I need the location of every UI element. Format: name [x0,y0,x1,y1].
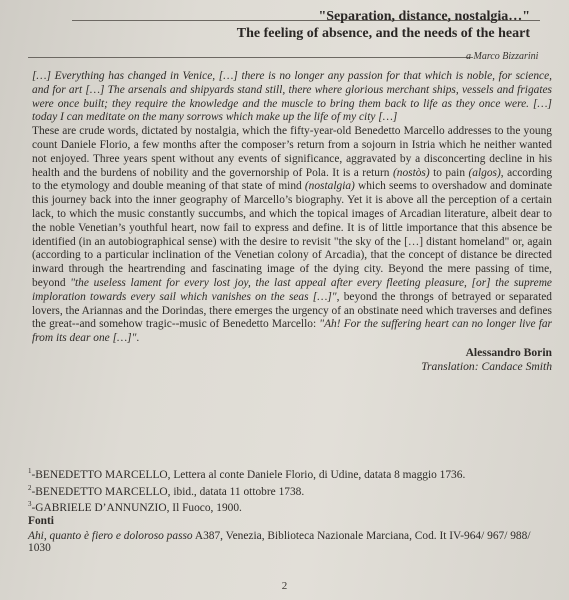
translation-credit: Translation: Candace Smith [421,359,552,373]
paragraph-text: to pain [429,166,469,179]
source-details: A387, Venezia, Biblioteca Nazionale Marciana, Cod. It IV-964/ 967/ 988/ 1030 [28,529,531,555]
footnote-text: -GABRIELE D’ANNUNZIO, Il Fuoco, 1900. [31,501,242,514]
paragraph-text: , according to the etymology and double meaning of that state of mind [32,166,553,193]
paragraph-text: which seems to overshadow and dominate this journey back into the inner geography of Marcello’s biography. Yet it is above all the perception of a certain lack, to which the music constantly succumbs, and which the topical images of Arcadian literature, albeit dear to the noble Venetian’s youthful heart, now fail to express and define. It is of little importance that this absence be identified (in an autobiographical sense) with the desire to revisit "the sky of the […] distant homeland" or, again (according to a particular inclination of the Venetian colony of Arcadia), that the concept of distance be directed inward through the heartrending and fascinating image of the dying city. Beyond the mere passing of time, beyond [32,180,552,289]
footnote-3 [28,498,553,515]
title-rule [28,57,473,58]
quote-marcello: "Ah! For the suffering heart can no longer live far from its dear one […]" [32,318,552,345]
page-number: 2 [281,580,288,592]
footnote-mark: 3 [28,500,32,509]
word-nostos: (nostòs) [392,166,430,179]
footnote-text: -BENEDETTO MARCELLO, ibid., datata 11 ottobre 1738. [31,485,305,498]
sources-heading: Fonti [28,514,54,527]
signature-block [32,346,552,374]
source-title: Ahi, quanto è fiero e doloroso passo [28,529,193,542]
word-nostalgia: (nostalgia) [304,180,355,193]
paragraph-text: . [136,332,140,345]
article-author: a Marco Bizzarini [466,51,539,62]
title-line-2: The feeling of absence, and the needs of the heart [236,26,530,41]
footnote-mark: 2 [28,483,32,492]
sources-entry [28,530,553,556]
opening-quote: […] Everything has changed in Venice, […] there is no longer any passion for that which is noble, for science, and for art […] The arsenals and shipyards stand still, there where glorious merchant ships, vessels and frigates were once built; they require the knowledge and the muscle to bring them back to life as they once were. […] today I can meditate on the many sorrows which make up the life of my city […] [32,70,552,124]
main-paragraph [32,125,552,346]
quote-dannunzio: "the useless lament for every lost joy, the last appeal after every fleeting pleasure, [or] the supreme imploration towards every sail which vanishes on the seas […]" [32,276,552,303]
footnote-2 [28,482,553,499]
paragraph-text: These are crude words, dictated by nostalgia, which the fifty-year-old Benedetto Marcello addresses to the young count Daniele Florio, a few months after the composer’s return from a sojourn in Istria which he neither wanted not enjoyed. Three years spent without any events of significance, aggravated by a disconcerting decline in his health and the burdens of nobility and the governorship of Pola. It is a return [32,125,552,179]
footnotes [28,465,553,555]
footnote-text: -BENEDETTO MARCELLO, Lettera al conte Daniele Florio, di Udine, datata 8 maggio 1736. [31,468,466,481]
paragraph-text: , beyond the throngs of betrayed or separated lovers, the Ariannas and the Dorindas, there emerges the urgency of an obstinate need which traverses and defines the great--and somehow tragic--music of Benedetto Marcello: [32,290,553,331]
page-title [60,8,530,42]
footnote-1 [28,465,553,482]
title-line-1: "Separation, distance, nostalgia…" [318,9,530,24]
signature-name: Alessandro Borin [465,345,552,359]
word-algos: (algos) [468,166,501,179]
article-body [32,70,552,374]
footnote-mark: 1 [28,467,32,475]
